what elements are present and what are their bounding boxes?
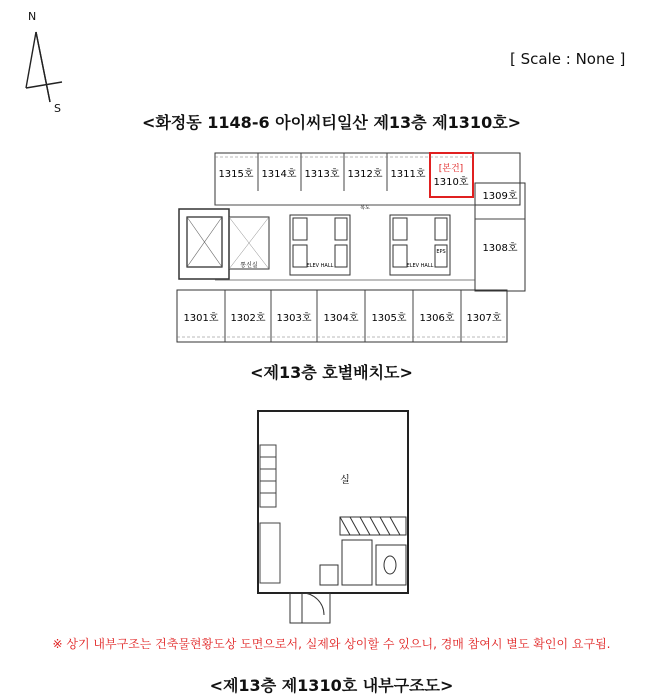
unit-1302: 1302호: [230, 313, 266, 324]
subject-unit-tag: [본건]: [438, 164, 464, 174]
floor-layout-title: <제13층 호별배치도>: [250, 363, 413, 382]
corridor-label: 복도: [360, 205, 370, 211]
unit-1314: 1314호: [261, 169, 297, 180]
compass-north-label: N: [28, 10, 37, 23]
north-arrow-icon: [22, 22, 72, 122]
unit-1307: 1307호: [466, 313, 502, 324]
unit-1304: 1304호: [323, 313, 359, 324]
elev-hall-1: ELEV HALL: [306, 263, 334, 269]
compass-south-label: S: [54, 102, 61, 115]
unit-1311: 1311호: [390, 169, 426, 180]
interior-title: <제13층 제1310호 내부구조도>: [209, 676, 454, 695]
unit-1303: 1303호: [276, 313, 312, 324]
elev-hall-2: ELEV HALL: [406, 263, 434, 269]
room-label: 실: [340, 475, 350, 486]
unit-1313: 1313호: [304, 169, 340, 180]
unit-1301: 1301호: [183, 313, 219, 324]
compass: [22, 8, 72, 118]
page-title: <화정동 1148-6 아이씨티일산 제13층 제1310호>: [141, 113, 522, 132]
subject-unit-label: 1310호: [433, 177, 469, 188]
unit-1312: 1312호: [347, 169, 383, 180]
eps-label: EPS: [436, 249, 446, 255]
unit-1308: 1308호: [482, 243, 518, 254]
unit-1305: 1305호: [371, 313, 407, 324]
floor-plan: [175, 145, 535, 345]
unit-1315: 1315호: [218, 169, 254, 180]
scale-label: [ Scale : None ]: [510, 50, 626, 68]
interior-plan: [250, 405, 450, 630]
unit-1306: 1306호: [419, 313, 455, 324]
disclaimer-note: ※ 상기 내부구조는 건축물현황도상 도면으로서, 실제와 상이할 수 있으니, 경매 참여시 별도 확인이 요구됨.: [52, 637, 611, 651]
shaft-label: 통신실: [240, 262, 258, 269]
unit-1309: 1309호: [482, 191, 518, 202]
